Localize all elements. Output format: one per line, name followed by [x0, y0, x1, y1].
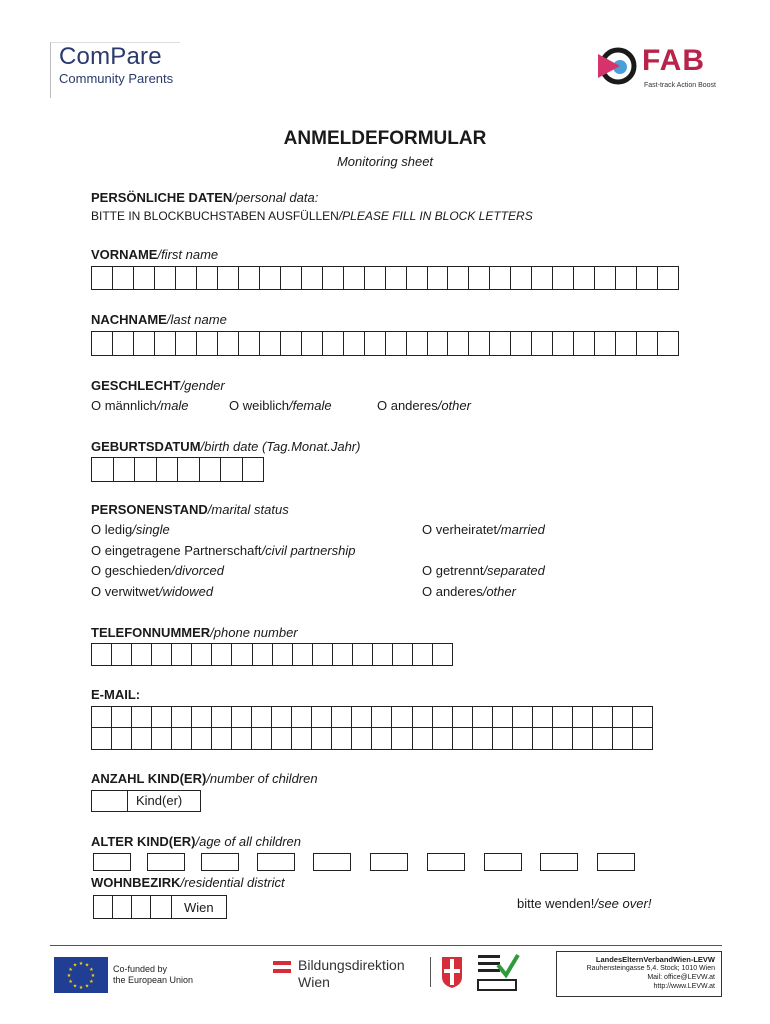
letter-box[interactable]	[413, 707, 433, 727]
letter-box[interactable]	[372, 728, 392, 749]
marital-option-divorced-de: O geschieden	[91, 563, 172, 578]
letter-box[interactable]	[633, 728, 652, 749]
letter-box[interactable]	[333, 644, 353, 665]
marital-option-other[interactable]	[422, 584, 516, 599]
last-name-label-en: /last name	[166, 312, 227, 327]
letter-box[interactable]	[413, 728, 433, 749]
fab-logo	[596, 46, 726, 92]
letter-box[interactable]	[155, 332, 176, 355]
marital-option-civil-partnership-en: /civil partnership	[261, 543, 356, 558]
letter-box[interactable]	[386, 332, 407, 355]
letter-box[interactable]	[172, 728, 192, 749]
page-subtitle: Monitoring sheet	[336, 154, 434, 169]
letter-box[interactable]	[113, 267, 134, 289]
compare-logo-title: ComPare	[59, 43, 162, 70]
letter-box[interactable]	[252, 707, 272, 727]
marital-option-married-de: O verheiratet	[422, 522, 498, 537]
marital-option-separated[interactable]	[422, 563, 545, 578]
marital-option-separated-en: /separated	[483, 563, 545, 578]
letter-box[interactable]	[595, 267, 616, 289]
block-letters-instruction	[91, 209, 533, 223]
children-count-label-en: /number of children	[206, 771, 318, 786]
letter-box[interactable]	[533, 707, 553, 727]
letter-box[interactable]	[428, 267, 449, 289]
letter-box[interactable]	[260, 267, 281, 289]
marital-option-widowed[interactable]	[91, 584, 213, 599]
letter-box[interactable]	[232, 644, 252, 665]
marital-status-label	[91, 502, 289, 517]
letter-box[interactable]	[281, 332, 302, 355]
svg-text:★: ★	[78, 985, 84, 991]
children-count-field[interactable]	[91, 790, 201, 812]
children-age-label-en: /age of all children	[195, 834, 301, 849]
letter-box[interactable]	[352, 707, 372, 727]
letter-box[interactable]	[392, 707, 412, 727]
letter-box[interactable]	[573, 728, 593, 749]
letter-box[interactable]	[553, 267, 574, 289]
letter-box[interactable]	[197, 332, 218, 355]
district-label-de: WOHNBEZIRK	[91, 875, 181, 890]
letter-box[interactable]	[192, 707, 212, 727]
letter-box[interactable]	[176, 267, 197, 289]
fab-play-icon	[596, 46, 640, 86]
instruction-de: BITTE IN BLOCKBUCHSTABEN AUSFÜLLEN	[91, 209, 339, 223]
phone-label-de: TELEFONNUMMER	[91, 625, 211, 640]
letter-box[interactable]	[469, 267, 490, 289]
gender-label-en: /gender	[180, 378, 225, 393]
letter-box[interactable]	[113, 332, 134, 355]
marital-status-label-de: PERSONENSTAND	[91, 502, 208, 517]
svg-text:★: ★	[84, 983, 90, 990]
child-age-box-3[interactable]	[201, 853, 239, 871]
marital-option-widowed-en: /widowed	[158, 584, 214, 599]
letter-box[interactable]	[533, 728, 553, 749]
marital-option-civil-partnership-de: O eingetragene Partnerschaft	[91, 543, 262, 558]
letter-box[interactable]	[553, 707, 573, 727]
letter-box[interactable]	[112, 644, 132, 665]
letter-box[interactable]	[312, 707, 332, 727]
letter-box[interactable]	[407, 267, 428, 289]
svg-text:★: ★	[68, 979, 73, 985]
letter-box[interactable]	[616, 332, 637, 355]
letter-box[interactable]	[132, 728, 152, 749]
page-title: ANMELDEFORMULAR	[283, 128, 487, 149]
letter-box[interactable]	[172, 707, 192, 727]
letter-box[interactable]	[574, 267, 595, 289]
district-label	[91, 875, 285, 890]
district-divider-3	[150, 896, 151, 918]
letter-box[interactable]	[157, 458, 179, 481]
compare-logo	[50, 42, 180, 98]
letter-box[interactable]	[212, 644, 232, 665]
phone-label	[91, 625, 298, 640]
fab-logo-subtitle: Fast-track Action Boost	[644, 82, 716, 89]
letter-box[interactable]	[353, 644, 373, 665]
letter-box[interactable]	[633, 707, 652, 727]
letter-box[interactable]	[132, 644, 152, 665]
child-age-box-2[interactable]	[147, 853, 185, 871]
letter-box[interactable]	[344, 332, 365, 355]
letter-box[interactable]	[365, 332, 386, 355]
letter-box[interactable]	[513, 707, 533, 727]
phone-field[interactable]	[91, 643, 453, 666]
letter-box[interactable]	[532, 332, 553, 355]
letter-box[interactable]	[658, 267, 678, 289]
children-age-label	[91, 834, 301, 849]
svg-text:★: ★	[72, 983, 78, 990]
gender-option-female[interactable]	[229, 398, 332, 413]
letter-box[interactable]	[323, 332, 344, 355]
letter-box[interactable]	[553, 728, 573, 749]
marital-option-married-en: /married	[497, 522, 545, 537]
svg-text:★: ★	[66, 973, 72, 979]
letter-box[interactable]	[92, 267, 113, 289]
svg-text:★: ★	[89, 967, 94, 973]
turn-over-note	[517, 896, 651, 911]
eu-flag-icon	[54, 957, 108, 993]
letter-box[interactable]	[312, 728, 332, 749]
letter-box[interactable]	[281, 267, 302, 289]
letter-box[interactable]	[473, 728, 493, 749]
letter-box[interactable]	[176, 332, 197, 355]
letter-box[interactable]	[293, 644, 313, 665]
marital-option-other-en: /other	[482, 584, 516, 599]
letter-box[interactable]	[92, 458, 114, 481]
marital-option-separated-de: O getrennt	[422, 563, 484, 578]
child-age-box-6[interactable]	[370, 853, 408, 871]
letter-box[interactable]	[243, 458, 264, 481]
letter-box[interactable]	[112, 707, 132, 727]
letter-box[interactable]	[239, 267, 260, 289]
letter-box[interactable]	[332, 707, 352, 727]
district-divider-1	[112, 896, 113, 918]
letter-box[interactable]	[428, 332, 449, 355]
elternverein-logo-icon	[476, 953, 520, 993]
letter-box[interactable]	[192, 644, 212, 665]
district-field[interactable]	[93, 895, 227, 919]
vienna-shield-icon	[440, 955, 464, 989]
letter-box[interactable]	[493, 728, 513, 749]
email-field-row-2[interactable]	[91, 727, 653, 750]
marital-option-single-de: O ledig	[91, 522, 133, 537]
letter-box[interactable]	[593, 707, 613, 727]
gender-option-male-en: /male	[156, 398, 189, 413]
letter-box[interactable]	[373, 644, 393, 665]
letter-box[interactable]	[218, 267, 239, 289]
letter-box[interactable]	[134, 267, 155, 289]
eu-text-line-2: the European Union	[113, 975, 194, 985]
letter-box[interactable]	[155, 267, 176, 289]
children-count-divider	[127, 791, 128, 811]
letter-box[interactable]	[197, 267, 218, 289]
levw-contact-box	[556, 951, 722, 997]
letter-box[interactable]	[272, 707, 292, 727]
letter-box[interactable]	[448, 267, 469, 289]
marital-option-divorced[interactable]	[91, 563, 224, 578]
letter-box[interactable]	[433, 707, 453, 727]
letter-box[interactable]	[386, 267, 407, 289]
letter-box[interactable]	[490, 332, 511, 355]
letter-box[interactable]	[433, 728, 453, 749]
child-age-box-7[interactable]	[427, 853, 465, 871]
compare-logo-subtitle: Community Parents	[59, 71, 174, 86]
last-name-label-de: NACHNAME	[91, 312, 167, 327]
letter-box[interactable]	[595, 332, 616, 355]
svg-text:★: ★	[68, 967, 73, 973]
letter-box[interactable]	[532, 267, 553, 289]
letter-box[interactable]	[272, 728, 292, 749]
letter-box[interactable]	[260, 332, 281, 355]
svg-text:★: ★	[90, 973, 96, 979]
children-count-label-de: ANZAHL KIND(ER)	[91, 771, 207, 786]
child-age-box-10[interactable]	[597, 853, 635, 871]
svg-text:★: ★	[78, 961, 84, 967]
letter-box[interactable]	[92, 707, 112, 727]
marital-status-label-en: /marital status	[207, 502, 289, 517]
eu-text-line-1: Co-funded by	[113, 964, 168, 974]
fab-logo-title: FAB	[642, 44, 705, 77]
turn-over-note-en: /see over!	[594, 896, 652, 911]
letter-box[interactable]	[637, 267, 658, 289]
children-count-label	[91, 771, 318, 786]
instruction-en: /PLEASE FILL IN BLOCK LETTERS	[338, 209, 533, 223]
levw-name: LandesElternVerbandWien-LEVW	[595, 955, 715, 964]
letter-box[interactable]	[253, 644, 273, 665]
child-age-box-4[interactable]	[257, 853, 295, 871]
bildungsdirektion-logo	[298, 957, 405, 991]
last-name-field[interactable]	[91, 331, 679, 356]
gender-label	[91, 378, 225, 393]
eu-cofunded-text	[113, 964, 193, 986]
personal-data-label-de: PERSÖNLICHE DATEN	[91, 190, 233, 205]
letter-box[interactable]	[232, 728, 252, 749]
marital-option-single-en: /single	[132, 522, 170, 537]
letter-box[interactable]	[453, 707, 473, 727]
levw-address: Rauhensteingasse 5,4. Stock; 1010 Wien	[586, 965, 715, 972]
marital-option-divorced-en: /divorced	[171, 563, 224, 578]
children-age-label-de: ALTER KIND(ER)	[91, 834, 196, 849]
gender-option-other-de: O anderes	[377, 398, 438, 413]
letter-box[interactable]	[112, 728, 132, 749]
letter-box[interactable]	[221, 458, 243, 481]
letter-box[interactable]	[616, 267, 637, 289]
letter-box[interactable]	[292, 728, 312, 749]
letter-box[interactable]	[393, 644, 413, 665]
child-age-box-1[interactable]	[93, 853, 131, 871]
letter-box[interactable]	[152, 728, 172, 749]
bildungsdirektion-line-1: Bildungsdirektion	[298, 957, 405, 973]
letter-box[interactable]	[134, 332, 155, 355]
letter-box[interactable]	[574, 332, 595, 355]
children-count-suffix: Kind(er)	[136, 793, 183, 808]
first-name-label-de: VORNAME	[91, 247, 158, 262]
district-label-en: /residential district	[180, 875, 285, 890]
letter-box[interactable]	[453, 728, 473, 749]
first-name-label-en: /first name	[157, 247, 219, 262]
letter-box[interactable]	[372, 707, 392, 727]
letter-box[interactable]	[344, 267, 365, 289]
letter-box[interactable]	[302, 267, 323, 289]
phone-label-en: /phone number	[210, 625, 298, 640]
letter-box[interactable]	[413, 644, 433, 665]
letter-box[interactable]	[553, 332, 574, 355]
gender-option-male[interactable]	[91, 398, 189, 413]
child-age-box-9[interactable]	[540, 853, 578, 871]
email-field-row-1[interactable]	[91, 706, 653, 728]
letter-box[interactable]	[613, 707, 633, 727]
letter-box[interactable]	[352, 728, 372, 749]
svg-text:★: ★	[89, 979, 94, 985]
letter-box[interactable]	[323, 267, 344, 289]
levw-mail: Mail: office@LEVW.at	[647, 974, 715, 981]
letter-box[interactable]	[172, 644, 192, 665]
last-name-label	[91, 312, 227, 327]
letter-box[interactable]	[92, 728, 112, 749]
personal-data-heading	[91, 190, 318, 205]
marital-option-married[interactable]	[422, 522, 545, 537]
gender-option-female-en: /female	[288, 398, 332, 413]
gender-option-other[interactable]	[377, 398, 471, 413]
letter-box[interactable]	[152, 644, 172, 665]
birth-date-label-de: GEBURTSDATUM	[91, 439, 201, 454]
letter-box[interactable]	[637, 332, 658, 355]
letter-box[interactable]	[469, 332, 490, 355]
letter-box[interactable]	[490, 267, 511, 289]
marital-option-other-de: O anderes	[422, 584, 483, 599]
gender-label-de: GESCHLECHT	[91, 378, 181, 393]
letter-box[interactable]	[292, 707, 312, 727]
svg-text:★: ★	[72, 962, 78, 969]
birth-date-field[interactable]	[91, 457, 264, 482]
marital-option-single[interactable]	[91, 522, 170, 537]
letter-box[interactable]	[192, 728, 212, 749]
letter-box[interactable]	[92, 644, 112, 665]
marital-option-widowed-de: O verwitwet	[91, 584, 159, 599]
birth-date-label	[91, 439, 360, 454]
letter-box[interactable]	[613, 728, 633, 749]
letter-box[interactable]	[313, 644, 333, 665]
marital-option-civil-partnership[interactable]	[91, 543, 356, 558]
letter-box[interactable]	[218, 332, 239, 355]
letter-box[interactable]	[493, 707, 513, 727]
letter-box[interactable]	[252, 728, 272, 749]
district-divider-2	[131, 896, 132, 918]
letter-box[interactable]	[433, 644, 452, 665]
letter-box[interactable]	[302, 332, 323, 355]
letter-box[interactable]	[407, 332, 428, 355]
letter-box[interactable]	[365, 267, 386, 289]
footer-divider	[50, 945, 722, 946]
letter-box[interactable]	[392, 728, 412, 749]
district-divider-4	[171, 896, 172, 918]
letter-box[interactable]	[212, 707, 232, 727]
letter-box[interactable]	[200, 458, 222, 481]
letter-box[interactable]	[92, 332, 113, 355]
letter-box[interactable]	[239, 332, 260, 355]
letter-box[interactable]	[473, 707, 493, 727]
austria-flag-icon	[273, 961, 291, 973]
gender-option-female-de: O weiblich	[229, 398, 289, 413]
letter-box[interactable]	[178, 458, 200, 481]
letter-box[interactable]	[135, 458, 157, 481]
first-name-label	[91, 247, 218, 262]
logo-divider	[430, 957, 431, 987]
letter-box[interactable]	[152, 707, 172, 727]
letter-box[interactable]	[273, 644, 293, 665]
email-label: E-MAIL:	[91, 687, 141, 702]
letter-box[interactable]	[232, 707, 252, 727]
letter-box[interactable]	[593, 728, 613, 749]
letter-box[interactable]	[448, 332, 469, 355]
levw-web: http://www.LEVW.at	[653, 983, 715, 990]
turn-over-note-de: bitte wenden!	[517, 896, 595, 911]
letter-box[interactable]	[573, 707, 593, 727]
child-age-box-8[interactable]	[484, 853, 522, 871]
letter-box[interactable]	[511, 267, 532, 289]
gender-option-male-de: O männlich	[91, 398, 157, 413]
letter-box[interactable]	[658, 332, 678, 355]
district-suffix: Wien	[184, 900, 214, 915]
letter-box[interactable]	[513, 728, 533, 749]
letter-box[interactable]	[132, 707, 152, 727]
letter-box[interactable]	[511, 332, 532, 355]
svg-text:★: ★	[84, 962, 90, 969]
letter-box[interactable]	[332, 728, 352, 749]
first-name-field[interactable]	[91, 266, 679, 290]
gender-option-other-en: /other	[437, 398, 471, 413]
letter-box[interactable]	[114, 458, 136, 481]
personal-data-label-en: /personal data:	[232, 190, 319, 205]
birth-date-label-en: /birth date (Tag.Monat.Jahr)	[200, 439, 361, 454]
letter-box[interactable]	[212, 728, 232, 749]
bildungsdirektion-line-2: Wien	[298, 974, 330, 990]
child-age-box-5[interactable]	[313, 853, 351, 871]
